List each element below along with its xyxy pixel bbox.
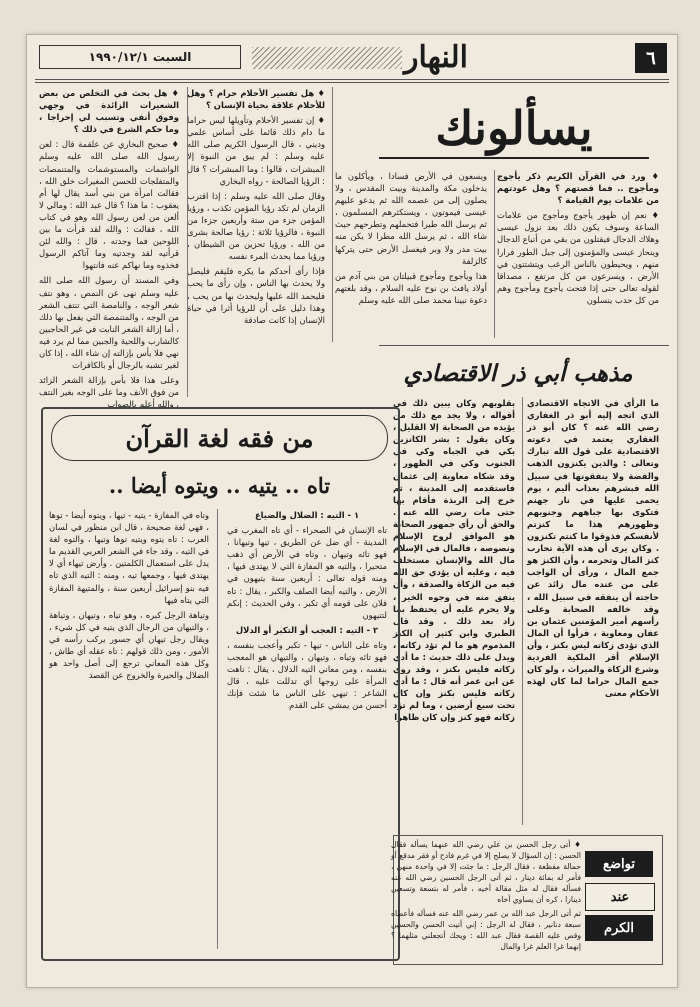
tawadu-label-2: عند bbox=[585, 883, 655, 911]
header-rule bbox=[35, 79, 669, 80]
qa-middle-answer-2: وقال صلى الله عليه وسلم : إذا اقترب الزمان لم تكد رؤيا المؤمن تكذب ، ورؤيا المؤمن جزء من ستة وأربعين جزءا من النبوة ، فالرؤيا ثلاثة : رؤيا صالحة بشرى من الله ، ورؤيا تحزين من الشيطان ، ورؤيا مما يحدث المرء نفسه bbox=[187, 190, 325, 262]
tawadu-text-2: ثم أتى الرجل عبد الله بن عمر رضي الله عنه فسأله فأعطاه سبعة دنانير ، فقال له الرجل : إني أتيت الحسن والحسين وقص عليه القصة فقال عبد الله : ويحك أتجعلني مثلهما ؟ إنهما غرا العلم غرا والمال bbox=[391, 909, 581, 951]
quran-language-subtitle: تاه .. يتيه .. ويتوه أيضا .. bbox=[108, 472, 331, 498]
qa-middle-answer-3: فإذا رأى أحدكم ما يكره فليقم فليصل ولا يحدث بها الناس ، وإن رأى ما يحب فليحمد الله عليها وليحدث بها من يحب ، وهذا دليل على أن للرؤيا أثرا في حياة الإنسان إذا كانت صادقة bbox=[187, 266, 325, 325]
newspaper-page bbox=[26, 34, 678, 988]
feature-question: ♦ ورد في القرآن الكريم ذكر يأجوج ومأجوج .. فما قصتهم ؟ وهل عودتهم من علامات يوم القيامة ؟ bbox=[497, 171, 659, 206]
quran-column-right bbox=[227, 509, 387, 949]
section-rule bbox=[379, 345, 669, 346]
tawadu-text-1: ♦ أتى رجل الحسن بن علي رضي الله عنهما يسأله فقال الحسن : إن السؤال لا يصلح إلا في غرم فادح أو فقر مدقع أو حمالة مفظعة ، فقال الرجل : ما جئت إلا في واحدة منهن ، فأمر له بمائة دينار ، ثم أتى الرجل الحسين رضي الله عنه فسأله فقال له مثل مقالة أخيه ، فأمر له بتسعة وتسعين دينارا ، كره أن يساوي أخاه bbox=[391, 840, 581, 904]
column-divider bbox=[332, 87, 333, 342]
qa-left-answer-3: وعلى هذا فلا بأس بإزالة الشعر الزائد من فوق الأنف وما على الوجه بغير النتف ، والله أعلم بالصواب bbox=[39, 375, 179, 410]
feature-answer-1: ♦ نعم إن ظهور يأجوج ومأجوج من علامات الساعة وسوف يكون ذلك بعد نزول عيسى وهلاك الدجال فيقتلون من بقي من أتباع الدجال وينحاز عيسى والمؤمنون إلى جبل الطور فرارا منهم ، ويحيطون بالناس الرعب ويتشتتون في الأرض ، ويسرعون من كل مرتفع ، مصداقا لقوله تعالى حتى إذا فتحت يأجوج ومأجوج وهم من كل حدب ينسلون bbox=[497, 210, 659, 305]
tawadu-label-1: تواضع bbox=[585, 851, 653, 877]
feature-answer-2: ويسعون في الأرض فسادا ، ويأكلون ما يدخلون مكة والمدينة وبيت المقدس ، ولا يصلون إلى من عصمه الله ثم يدعو عليهم عيسى فيموتون ، ويستكثرهم المسلمون ، ثم يرسل الله طيرا فتحملهم وتطرحهم حيث شاء الله ، ثم يرسل الله مطرا لا يكن منه بيت مدر ولا وبر فيغسل الأرض حتى يتركها كالزلفة bbox=[335, 171, 487, 266]
madhab-title: مذهب أبي ذر الاقتصادي bbox=[403, 359, 633, 387]
madhab-column-left bbox=[393, 397, 515, 827]
qa-middle-column bbox=[187, 87, 325, 342]
quran-text-left: وتاه في المفازة - يتيه - تيها ، ويتوه أيضا - توها ، فهي لغة صحيحة ، قال ابن منظور في لسان العرب : تاه يتوه ويتيه توها وتيها ، والتوه لغة في التيه ، وقد جاء في الشعر العربي القديم ما يدل على استعمال الكلمتين . وأرض تيهاء أي لا يهتدى فيها ، وجمعها تيه ، ومنه : التيه الذي تاه فيه بنو إسرائيل أربعين سنة ، والمتيهة المفازة التي يتاه فيها bbox=[49, 510, 209, 605]
madhab-text-right: ما الرأي في الاتجاه الاقتصادي الذي اتجه إليه أبو ذر الغفاري رضي الله عنه ؟ كان أبو ذر الغفاري يعتمد في دعوته الاقتصادية على قول الله تبارك وتعالى : والذين يكنزون الذهب والفضة ولا ينفقونها في سبيل الله فبشرهم بعذاب أليم ، يوم يحمى عليها في نار جهنم فتكوى بها جباههم وجنوبهم وظهورهم هذا ما كنزتم لأنفسكم فذوقوا ما كنتم تكنزون . وكان يرى أن هذه الآية تحارب كنز المال وتحرمه ، وأن الكنز هو جمع المال ، ورأى أن الواجب على من عنده مال زائد عن حاجته أن ينفقه في سبيل الله ، وقد خالفه الصحابة وعلى رأسهم أمير المؤمنين عثمان بن عفان ومعاوية ، فرأوا أن المال الذي تؤدى زكاته ليس بكنز ، وأن الإسلام أقر الملكية الفردية وشرع الزكاة والميراث ، ولو كان جمع المال حراما لما كان لهذه الأحكام معنى bbox=[527, 398, 659, 699]
madhab-text-left: بقلوبهم وكان يبين ذلك في أقواله ، ولا يجد مع ذلك من يؤيده من الصحابة إلا القليل ، وكان يقول : بشر الكانزين بكي في الجباه وكي في الجنوب وكي في الظهور ، وقد شكاه معاوية إلى عثمان فاستقدمه إلى المدينة ، ثم خرج إلى الربذة فأقام بها حتى مات رضي الله عنه . والحق أن رأي جمهور الصحابة هو الموافق لروح الإسلام ونصوصه ، فالمال في الإسلام مال الله والإنسان مستخلف فيه ، وعليه أن يؤدي حق الله فيه من الزكاة والصدقة ، وأن ينفق منه في وجوه الخير ، ولا يحرم عليه أن يحتفظ بما زاد بعد ذلك . وقد قال الطبري وابن كثير إن الكنز المذموم هو ما لم تؤد زكاته ، ويدل على ذلك حديث : ما أدي زكاته فليس بكنز ، وقد روي عن ابن عمر أنه قال : ما أدي زكاته فليس بكنز وإن كان تحت سبع أرضين ، وما لم تؤد زكاته فهو كنز وإن كان ظاهرا bbox=[393, 398, 515, 723]
qa-left-answer-2: وفي المسند أن رسول الله صلى الله عليه وسلم نهى عن النمص ، وهو نتف شعر الوجه ، والنامصة التي تنتف الشعر من الوجه ، والمتنمصة التي يفعل بها ذلك ، أما إزالة الشعر النابت في غير الحاجبين كالشارب واللحية والجبين مما لم يرد فيه نهي فلا بأس بإزالته إن شاء الله ، إذا كان لغير تشبه بالرجال أو بالكافرات bbox=[39, 275, 179, 371]
tawadu-label-3: الكرم bbox=[585, 915, 653, 941]
quran-text-left-2: وتياهة الرجل كبره ، وهو تياه ، وتيهان ، وتياهة ، والتيهان من الرجال الذي يتيه في كل شيء ، ويقال رجل تيهان أي جسور يركب رأسه في الأمور ، ومن ذلك قولهم : تاه عقله أي طاش ، وكل هذه المعاني ترجع إلى أصل واحد هو الضلال والحيرة والخروج عن القصد bbox=[49, 609, 209, 681]
page-number: ٦ bbox=[635, 43, 667, 73]
feature-column-2 bbox=[335, 170, 487, 340]
madhab-column-right bbox=[527, 397, 659, 827]
feature-answer-3: هذا ويأجوج ومأجوج قبيلتان من بني آدم من أولاد يافث بن نوح عليه السلام ، وقد بلغتهم دعوة نبينا محمد صلى الله عليه وسلم bbox=[335, 270, 487, 305]
header-rule-2 bbox=[35, 82, 669, 83]
qa-left-column bbox=[39, 87, 179, 410]
column-divider bbox=[187, 87, 188, 397]
quran-column-left bbox=[49, 509, 209, 949]
feature-title: يسألونك bbox=[379, 93, 649, 163]
issue-date: السبت ١٩٩٠/١٢/١ bbox=[39, 45, 241, 69]
section-heading-2: ٢ - التيه : العجب أو التكبر أو الدلال bbox=[235, 624, 379, 635]
quran-language-title: من فقه لغة القرآن bbox=[51, 415, 388, 461]
qa-middle-question: ♦ هل تفسير الأحلام حرام ؟ وهل للأحلام علاقة بحياة الإنسان ؟ bbox=[187, 88, 325, 111]
tawadu-text-column bbox=[391, 839, 581, 959]
quran-text-right: تاه الإنسان في الصحراء - أي تاه المغرب في المدينة - أي ضل عن الطريق ، تيها وتيهانا ، فهو تائه وتيهان ، وتاه في الأرض أي ذهب متحيرا ، والتيه هو المفازة التي لا يهتدى فيها ، ومنه قوله تعالى : أربعين سنة يتيهون في الأرض ، والتيه أيضا الصلف والكبر ، يقال : تاه فلان على قومه أي تكبر ، وفي الحديث : إنكم لتتيهون bbox=[227, 525, 387, 620]
column-divider bbox=[522, 397, 523, 825]
column-divider bbox=[217, 509, 218, 949]
feature-column-1 bbox=[497, 170, 659, 340]
qa-left-answer-1: ♦ صحيح البخاري عن علقمة قال : لعن رسول الله صلى الله عليه وسلم الواشمات والمستوشمات والمتنمصات والمتفلجات للحسن المغيرات خلق الله ، فقالت امرأة من بني أسد يقال لها أم يعقوب : ما هذا ؟ قال عبد الله : ومالي لا ألعن من لعن رسول الله وهو في كتاب الله ، فقالت : والله لقد قرأت ما بين اللوحين فما وجدته ، قال : والله لئن قرأتيه لقد وجدتيه وما آتاكم الرسول فخذوه وما نهاكم عنه فانتهوا bbox=[39, 139, 179, 271]
header-hatch-decoration bbox=[252, 47, 402, 69]
quran-text-right-2: وتاه على الناس - تيها - تكبر وأعجب بنفسه ، فهو تائه وتياه ، وتيهان ، والتيهان هو المعجب بنفسه ، ومن معاني التيه الدلال ، يقال : تاهت المرأة على زوجها أي تدللت عليه ، قال الشاعر : تيهي على الناس ما شئت فإنك أحسن من يمشي على القدم bbox=[227, 639, 387, 711]
qa-left-question: ♦ هل بحث في التخلص من بعض الشعيرات الزائدة في وجهي وفوق أنفي وتسبب لي إحراجا ، وما حكم الشرع في ذلك ؟ bbox=[39, 88, 179, 135]
qa-middle-answer-1: ♦ إن تفسير الأحلام وتأويلها ليس حراما ما دام ذلك قائما على أساس علمي وديني ، قال الرسول الكريم صلى الله عليه وسلم : لم يبق من النبوة إلا المبشرات ، قالوا : وما المبشرات ؟ قال : الرؤيا الصالحة - رواه البخاري bbox=[187, 115, 325, 186]
column-divider bbox=[494, 170, 495, 338]
section-heading-1: ١ - التيه : الضلال والضياع bbox=[254, 510, 360, 520]
masthead: النهار bbox=[404, 39, 468, 75]
